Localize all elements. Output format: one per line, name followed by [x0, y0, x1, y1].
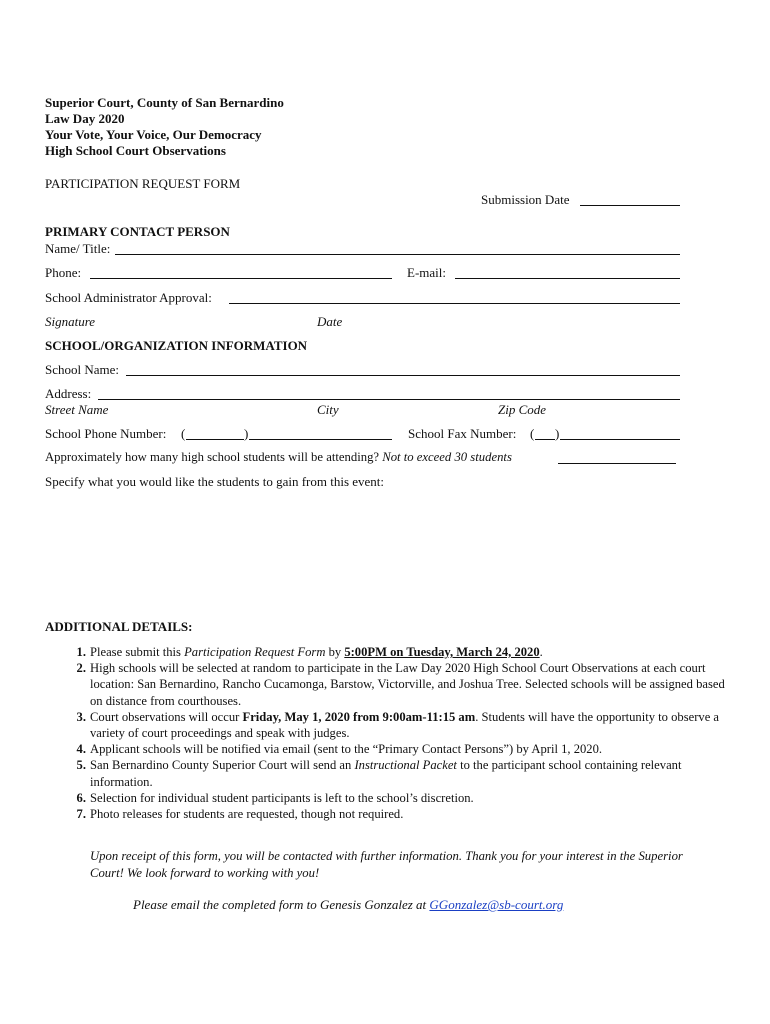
email-field[interactable]	[455, 278, 680, 279]
item-text: Applicant schools will be notified via email (sent to the “Primary Contact Persons”) by April 1, 2020.	[90, 742, 603, 757]
school-phone-area-field[interactable]	[186, 439, 244, 440]
email-instruction	[133, 897, 563, 913]
school-phone-label: School Phone Number:	[45, 426, 167, 441]
additional-details-heading: ADDITIONAL DETAILS:	[45, 619, 193, 634]
closing-note: Upon receipt of this form, you will be contacted with further information. Thank you for your interest in the Superior Court! We look forward to working with you!	[90, 849, 683, 880]
school-name-field[interactable]	[126, 375, 680, 376]
gain-response-area[interactable]	[45, 492, 680, 607]
school-fax-area-field[interactable]	[535, 439, 555, 440]
details-list	[45, 644, 730, 822]
item-text: by	[325, 645, 345, 659]
header-court: Superior Court, County of San Bernardino	[45, 95, 284, 110]
approval-field[interactable]	[229, 303, 680, 304]
attending-limit-note: Not to exceed 30 students	[382, 450, 512, 464]
list-item	[76, 644, 730, 660]
gain-label: Specify what you would like the students to gain from this event:	[45, 474, 385, 489]
item-text: to the participant school containing relevant information.	[90, 758, 682, 789]
header-program: High School Court Observations	[45, 143, 226, 158]
header-event: Law Day 2020	[45, 111, 125, 126]
submission-date-field[interactable]	[580, 205, 680, 206]
item-number: 3.	[76, 709, 86, 724]
street-caption: Street Name	[45, 402, 109, 417]
school-fax-label: School Fax Number:	[408, 426, 517, 441]
item-number: 7.	[76, 807, 86, 822]
header-block	[45, 95, 284, 159]
item-text: Court observations will occur	[90, 709, 243, 724]
item-number: 1.	[76, 645, 86, 659]
phone-label: Phone:	[45, 265, 82, 280]
item-packet-name: Instructional Packet	[354, 758, 457, 773]
zip-caption: Zip Code	[498, 402, 547, 417]
fax-area-close: )	[555, 426, 560, 441]
signature-caption: Signature	[45, 314, 96, 329]
item-number: 5.	[76, 758, 86, 773]
school-name-label: School Name:	[45, 362, 120, 377]
school-phone-field[interactable]	[249, 439, 392, 440]
form-title: PARTICIPATION REQUEST FORM	[45, 176, 241, 191]
school-fax-field[interactable]	[560, 439, 680, 440]
school-info-heading: SCHOOL/ORGANIZATION INFORMATION	[45, 338, 308, 353]
address-label: Address:	[45, 386, 92, 401]
approval-label: School Administrator Approval:	[45, 290, 212, 305]
name-title-field[interactable]	[115, 254, 680, 255]
list-item	[76, 790, 730, 806]
item-text: High schools will be selected at random to participate in the Law Day 2020 High School Court Observations at each court location: San Bernardino, Rancho Cucamonga, Barstow, Victorville, and Joshua Tree. Selected schools will be assigned based on distance from courthouses.	[90, 661, 725, 708]
phone-area-open: (	[181, 426, 186, 441]
item-number: 4.	[76, 742, 86, 757]
phone-field[interactable]	[90, 278, 392, 279]
email-instruction-text: Please email the completed form to Genesis Gonzalez at	[133, 897, 430, 912]
item-text: Selection for individual student participants is left to the school’s discretion.	[90, 790, 474, 805]
item-event-date: Friday, May 1, 2020 from 9:00am-11:15 am	[242, 709, 476, 724]
item-text: . Students will have the opportunity to observe a variety of court proceedings and speak with judges.	[90, 709, 720, 741]
item-form-name: Participation Request Form	[184, 645, 326, 659]
attending-question-text: Approximately how many high school students will be attending?	[45, 450, 380, 464]
city-caption: City	[317, 402, 339, 417]
item-number: 2.	[76, 661, 86, 676]
primary-contact-heading: PRIMARY CONTACT PERSON	[45, 224, 230, 239]
list-item	[76, 757, 730, 789]
email-link[interactable]: GGonzalez@sb-court.org	[429, 897, 564, 912]
list-item	[76, 806, 730, 822]
fax-area-open: (	[530, 426, 535, 441]
attending-count-field[interactable]	[558, 463, 676, 464]
item-deadline: 5:00PM on Tuesday, March 24, 2020	[344, 645, 540, 659]
item-number: 6.	[76, 790, 86, 805]
address-field[interactable]	[98, 399, 680, 400]
attending-question	[45, 450, 512, 465]
list-item	[76, 741, 730, 757]
item-text: San Bernardino County Superior Court will send an	[90, 758, 355, 773]
name-title-label: Name/ Title:	[45, 241, 111, 256]
item-text: Please submit this	[90, 645, 185, 659]
list-item	[76, 709, 730, 741]
item-text: .	[539, 645, 543, 659]
date-caption: Date	[317, 314, 343, 329]
email-label: E-mail:	[407, 265, 446, 280]
submission-date-label: Submission Date	[481, 192, 570, 207]
item-text: Photo releases for students are requested, though not required.	[90, 807, 404, 822]
phone-area-close: )	[244, 426, 249, 441]
header-theme: Your Vote, Your Voice, Our Democracy	[45, 127, 262, 142]
list-item	[76, 660, 730, 709]
